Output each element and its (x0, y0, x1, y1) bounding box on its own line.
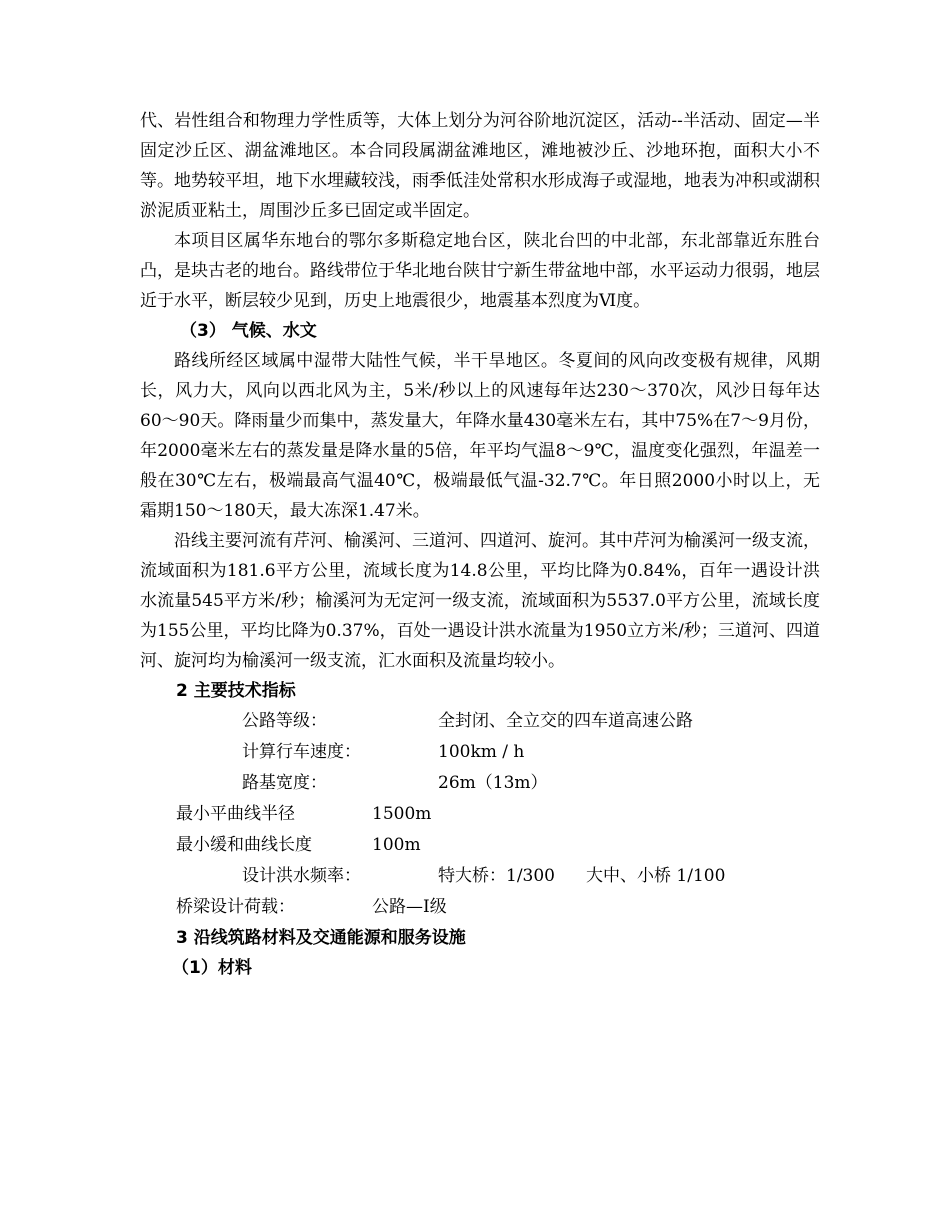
spec-label: 最小平曲线半径 (176, 804, 295, 824)
paragraph-geology-zones: 代、岩性组合和物理力学性质等，大体上划分为河谷阶地沉淀区，活动--半活动、固定—半固定沙丘区、湖盆滩地区。本合同段属湖盆滩地区，滩地被沙丘、沙地环抱，面积大小不等。地势较平坦，地下水埋藏较浅，雨季低洼处常积水形成海子或湿地，地表为冲积或湖积淤泥质亚粘土，周围沙丘多已固定或半固定。 (140, 111, 820, 221)
spec-value-secondary: 大中、小桥 1/100 (586, 866, 726, 886)
spec-value: 100m (372, 835, 421, 855)
spec-value: 1500m (372, 804, 432, 824)
spec-value: 特大桥：1/300 (438, 866, 555, 886)
spec-value: 公路—Ⅰ级 (372, 897, 447, 917)
spec-row-subgrade-width (140, 768, 820, 799)
spec-row-flood-frequency (140, 861, 820, 892)
spec-row-bridge-load (140, 892, 820, 923)
heading-climate-hydrology: （3） 气候、水文 (180, 321, 317, 341)
spec-value: 全封闭、全立交的四车道高速公路 (438, 711, 693, 731)
spec-label: 计算行车速度： (242, 742, 361, 762)
heading-technical-indicators: 2 主要技术指标 (176, 681, 296, 701)
spec-row-highway-grade (140, 706, 820, 737)
spec-row-design-speed (140, 737, 820, 768)
spec-value: 26m（13m） (438, 773, 548, 793)
paragraph-geology-platform: 本项目区属华东地台的鄂尔多斯稳定地台区，陕北台凹的中北部，东北部靠近东胜台凸，是块古老的地台。路线带位于华北地台陕甘宁新生带盆地中部，水平运动力很弱，地层近于水平，断层较少见到，历史上地震很少，地震基本烈度为Ⅵ度。 (140, 231, 820, 311)
heading-materials: （1）材料 (172, 958, 252, 978)
spec-row-min-transition-length (140, 830, 820, 861)
spec-label: 路基宽度： (242, 773, 327, 793)
spec-row-min-curve-radius (140, 799, 820, 830)
document-page (140, 106, 820, 983)
paragraph-rivers: 沿线主要河流有芹河、榆溪河、三道河、四道河、旋河。其中芹河为榆溪河一级支流，流域面积为181.6平方公里，流域长度为14.8公里，平均比降为0.84%，百年一遇设计洪水流量545平方米/秒；榆溪河为无定河一级支流，流域面积为5537.0平方公里，流域长度为155公里，平均比降为0.37%，百处一遇设计洪水流量为1950立方米/秒；三道河、四道河、旋河均为榆溪河一级支流，汇水面积及流量均较小。 (140, 531, 820, 671)
spec-label: 公路等级： (242, 711, 327, 731)
heading-materials-section: 3 沿线筑路材料及交通能源和服务设施 (176, 928, 466, 948)
spec-label: 最小缓和曲线长度 (176, 835, 312, 855)
paragraph-climate: 路线所经区域属中湿带大陆性气候，半干旱地区。冬夏间的风向改变极有规律，风期长，风力大，风向以西北风为主，5米/秒以上的风速每年达230～370次，风沙日每年达60～90天。降雨量少而集中，蒸发量大，年降水量430毫米左右，其中75%在7～9月份，年2000毫米左右的蒸发量是降水量的5倍，年平均气温8～9℃，温度变化强烈，年温差一般在30℃左右，极端最高气温40℃，极端最低气温-32.7℃。年日照2000小时以上，无霜期150～180天，最大冻深1.47米。 (140, 351, 820, 521)
spec-label: 设计洪水频率： (242, 866, 361, 886)
spec-value: 100km / h (438, 742, 525, 762)
spec-label: 桥梁设计荷载： (176, 897, 295, 917)
